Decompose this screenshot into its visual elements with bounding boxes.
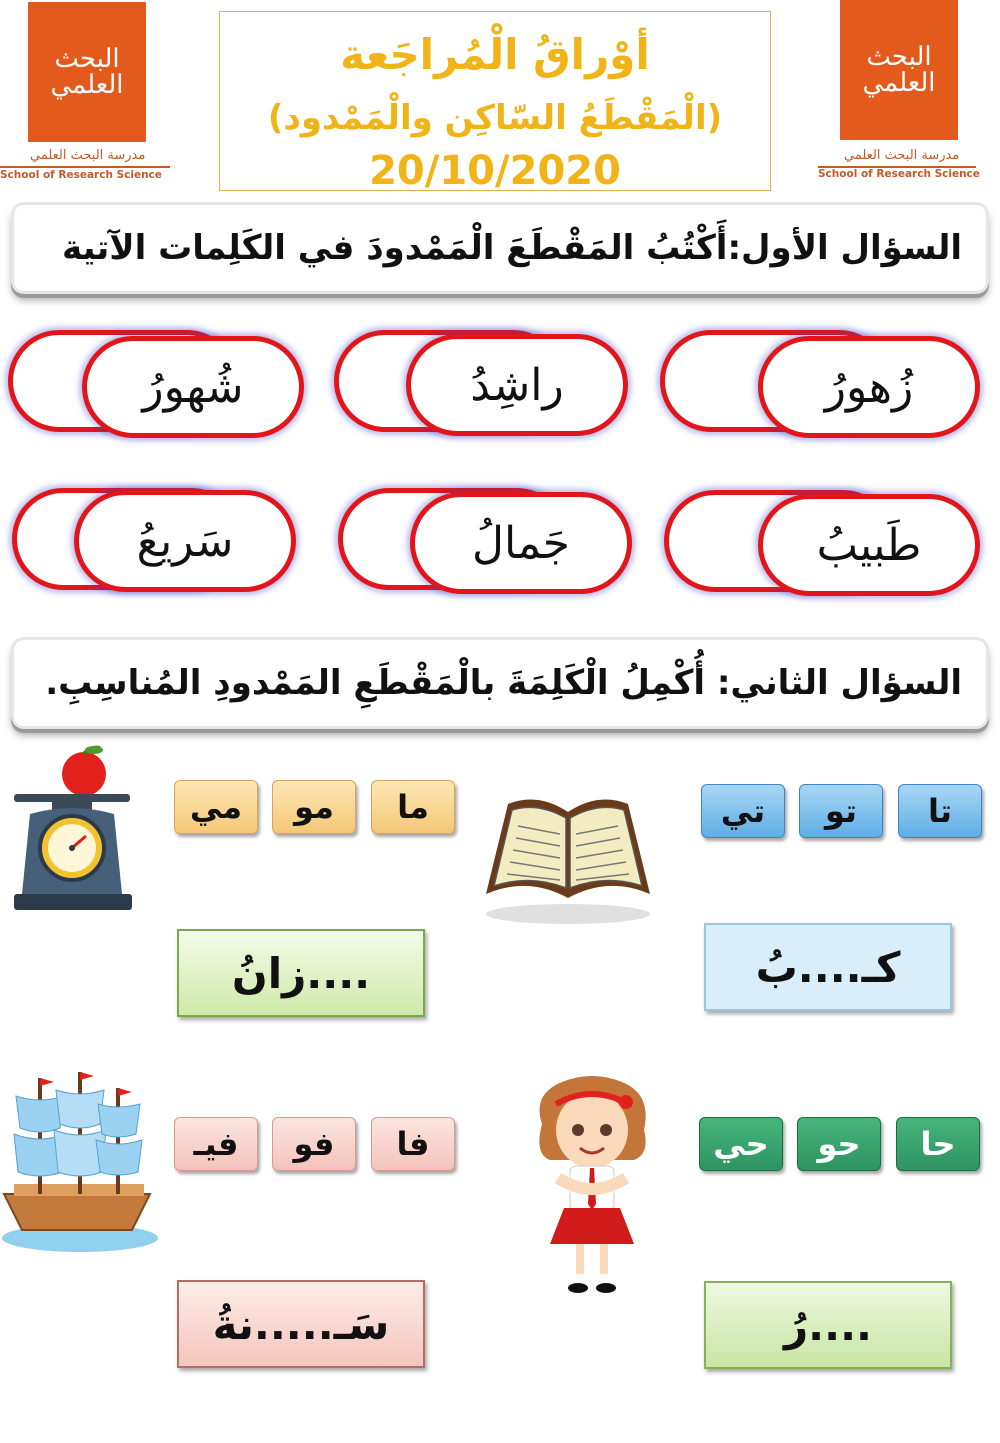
logo-school-name-ar: مدرسة البحث العلمي xyxy=(844,148,960,163)
syllable-tile[interactable]: حي xyxy=(699,1117,783,1171)
syllable-tile[interactable]: مو xyxy=(272,780,356,834)
syllable-tile[interactable]: تي xyxy=(701,784,785,838)
logo-mark-text: البحث العلمي xyxy=(862,42,936,98)
syllable-tile[interactable]: مي xyxy=(174,780,258,834)
syllable-tile[interactable]: فيـ xyxy=(174,1117,258,1171)
syllable-tile[interactable]: حا xyxy=(896,1117,980,1171)
syllable-tile[interactable]: فو xyxy=(272,1117,356,1171)
answer-box-girl[interactable]: ....رُ xyxy=(704,1281,952,1369)
question-2-bar xyxy=(14,640,986,726)
logo-mark-text: البحث العلمي xyxy=(50,44,124,100)
syllable-tile[interactable]: فا xyxy=(371,1117,455,1171)
answer-box-scale[interactable]: ....زانُ xyxy=(177,929,425,1017)
ship-icon xyxy=(0,1068,162,1258)
syllable-tile[interactable]: تو xyxy=(799,784,883,838)
scale-icon xyxy=(12,744,136,916)
book-icon xyxy=(478,776,658,926)
word-pill: طَبيبُ xyxy=(758,494,980,596)
syllable-tile[interactable]: حو xyxy=(797,1117,881,1171)
question-2-text: السؤال الثاني: أُكْمِلُ الْكَلِمَةَ بالْمَقْطَعِ المَمْدودِ المُناسِبِ. xyxy=(45,663,962,703)
answer-box-book[interactable]: كـ....بُ xyxy=(704,923,952,1011)
syllable-tile[interactable]: ما xyxy=(371,780,455,834)
answer-box-ship[interactable]: سَـ.....نةُ xyxy=(177,1280,425,1368)
page-subtitle: (الْمَقْطَعُ السّاكِن والْمَمْدود) xyxy=(267,98,723,138)
page-title: أوْراقُ الْمُراجَعة xyxy=(340,30,650,79)
page-date: 20/10/2020 xyxy=(369,148,621,194)
question-1-bar xyxy=(14,205,986,291)
word-pill: زُهورُ xyxy=(758,336,980,438)
logo-school-name-en: School of Research Science xyxy=(818,168,980,180)
word-pill: جَمالُ xyxy=(410,492,632,594)
girl-icon xyxy=(522,1074,662,1304)
logo-school-name-en: School of Research Science xyxy=(0,169,162,181)
school-logo-left xyxy=(0,2,180,182)
word-pill: راشِدُ xyxy=(406,334,628,436)
school-logo-right xyxy=(818,0,998,180)
title-box xyxy=(219,11,771,194)
syllable-tile[interactable]: تا xyxy=(898,784,982,838)
logo-school-name-ar: مدرسة البحث العلمي xyxy=(30,148,146,163)
word-pill: شُهورُ xyxy=(82,336,304,438)
question-1-text: السؤال الأول:أَكْتُبُ المَقْطَعَ الْمَمْدودَ في الكَلِمات الآتية xyxy=(62,228,962,268)
word-pill: سَريعُ xyxy=(74,490,296,592)
